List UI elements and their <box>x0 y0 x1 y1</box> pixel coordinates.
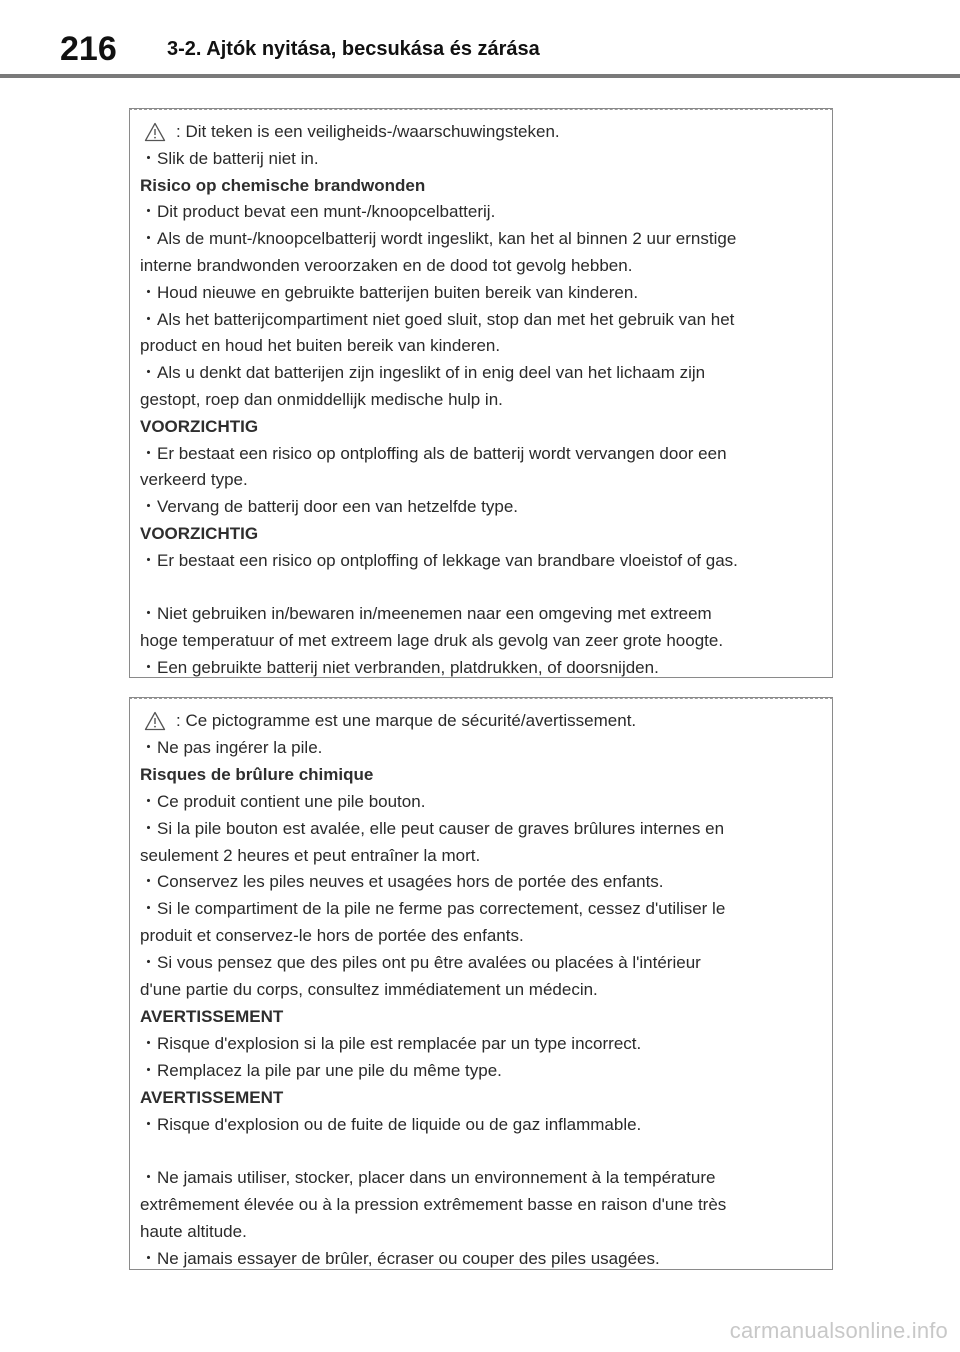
warning-text-line: verkeerd type. <box>140 470 248 490</box>
warning-text-line: ・Vervang de batterij door een van hetzelfde type. <box>140 497 519 517</box>
warning-heading: AVERTISSEMENT <box>140 1006 284 1026</box>
warning-text-line: ・Als de munt-/knoopcelbatterij wordt ingeslikt, kan het al binnen 2 uur ernstige <box>140 229 737 249</box>
warning-heading: VOORZICHTIG <box>140 416 259 436</box>
warning-text-line: product en houd het buiten bereik van kinderen. <box>140 336 501 356</box>
panel-top-dashed-border <box>129 109 833 110</box>
dutch-warning-panel <box>129 108 833 678</box>
warning-text-line: ・Ne jamais essayer de brûler, écraser ou couper des piles usagées. <box>140 1249 660 1269</box>
warning-text-line: d'une partie du corps, consultez immédiatement un médecin. <box>140 980 598 1000</box>
warning-text-line: seulement 2 heures et peut entraîner la mort. <box>140 845 481 865</box>
warning-heading: VOORZICHTIG <box>140 523 259 543</box>
warning-text-line: interne brandwonden veroorzaken en de dood tot gevolg hebben. <box>140 255 633 275</box>
warning-text-line: ・Als u denkt dat batterijen zijn ingeslikt of in enig deel van het lichaam zijn <box>140 363 706 383</box>
dutch-warning-text <box>140 119 824 682</box>
warning-text-line: ・Ne jamais utiliser, stocker, placer dans un environnement à la température <box>140 1168 716 1188</box>
warning-text-line: ・Er bestaat een risico op ontploffing of lekkage van brandbare vloeistof of gas. <box>140 550 738 570</box>
warning-text-line: haute altitude. <box>140 1222 247 1242</box>
warning-text-line: ・Si le compartiment de la pile ne ferme pas correctement, cessez d'utiliser le <box>140 899 726 919</box>
warning-text-line: ・Een gebruikte batterij niet verbranden, platdrukken, of doorsnijden. <box>140 657 659 677</box>
warning-symbol-text: : Ce pictogramme est une marque de sécurité/avertissement. <box>176 711 637 730</box>
warning-text-line: ・Slik de batterij niet in. <box>140 148 319 168</box>
page-header <box>0 0 960 80</box>
warning-text-line: extrêmement élevée ou à la pression extrêmement basse en raison d'une très <box>140 1195 727 1215</box>
french-warning-text <box>140 708 824 1273</box>
warning-text-line: ・Ne pas ingérer la pile. <box>140 737 323 757</box>
warning-triangle-icon <box>144 711 166 731</box>
header-divider <box>0 74 960 78</box>
site-watermark: carmanualsonline.info <box>729 1318 948 1343</box>
warning-text-line: hoge temperatuur of met extreem lage druk als gevolg van zeer grote hoogte. <box>140 631 724 651</box>
warning-text-line: ・Risque d'explosion si la pile est remplacée par un type incorrect. <box>140 1033 642 1053</box>
warning-text-line: ・Remplacez la pile par une pile du même type. <box>140 1060 502 1080</box>
warning-text-line: ・Als het batterijcompartiment niet goed sluit, stop dan met het gebruik van het <box>140 309 735 329</box>
warning-text-line: produit et conservez-le hors de portée des enfants. <box>140 926 524 946</box>
section-title: 3-2. Ajtók nyitása, becsukása és zárása <box>167 38 540 60</box>
warning-text-line: ・Si la pile bouton est avalée, elle peut causer de graves brûlures internes en <box>140 818 725 838</box>
warning-text-line: ・Ce produit contient une pile bouton. <box>140 791 426 811</box>
paragraph-gap <box>140 1139 824 1166</box>
page-number: 216 <box>60 30 117 68</box>
paragraph-gap <box>140 575 824 602</box>
french-warning-panel <box>129 697 833 1270</box>
warning-heading: Risico op chemische brandwonden <box>140 175 426 195</box>
warning-heading: Risques de brûlure chimique <box>140 764 374 784</box>
warning-text-line: ・Er bestaat een risico op ontploffing als de batterij wordt vervangen door een <box>140 443 727 463</box>
warning-symbol-text: : Dit teken is een veiligheids-/waarschuwingsteken. <box>176 122 560 141</box>
warning-text-line: ・Si vous pensez que des piles ont pu être avalées ou placées à l'intérieur <box>140 953 701 973</box>
warning-text-line: ・Conservez les piles neuves et usagées hors de portée des enfants. <box>140 872 664 892</box>
warning-text-line: ・Houd nieuwe en gebruikte batterijen buiten bereik van kinderen. <box>140 282 639 302</box>
warning-symbol-legend <box>140 708 824 735</box>
warning-text-line: ・Dit product bevat een munt-/knoopcelbatterij. <box>140 202 496 222</box>
warning-triangle-icon <box>144 122 166 142</box>
warning-text-line: gestopt, roep dan onmiddellijk medische hulp in. <box>140 389 503 409</box>
warning-text-line: ・Niet gebruiken in/bewaren in/meenemen naar een omgeving met extreem <box>140 604 712 624</box>
warning-heading: AVERTISSEMENT <box>140 1087 284 1107</box>
warning-symbol-legend <box>140 119 824 146</box>
panel-top-dashed-border <box>129 698 833 699</box>
warning-text-line: ・Risque d'explosion ou de fuite de liquide ou de gaz inflammable. <box>140 1114 642 1134</box>
